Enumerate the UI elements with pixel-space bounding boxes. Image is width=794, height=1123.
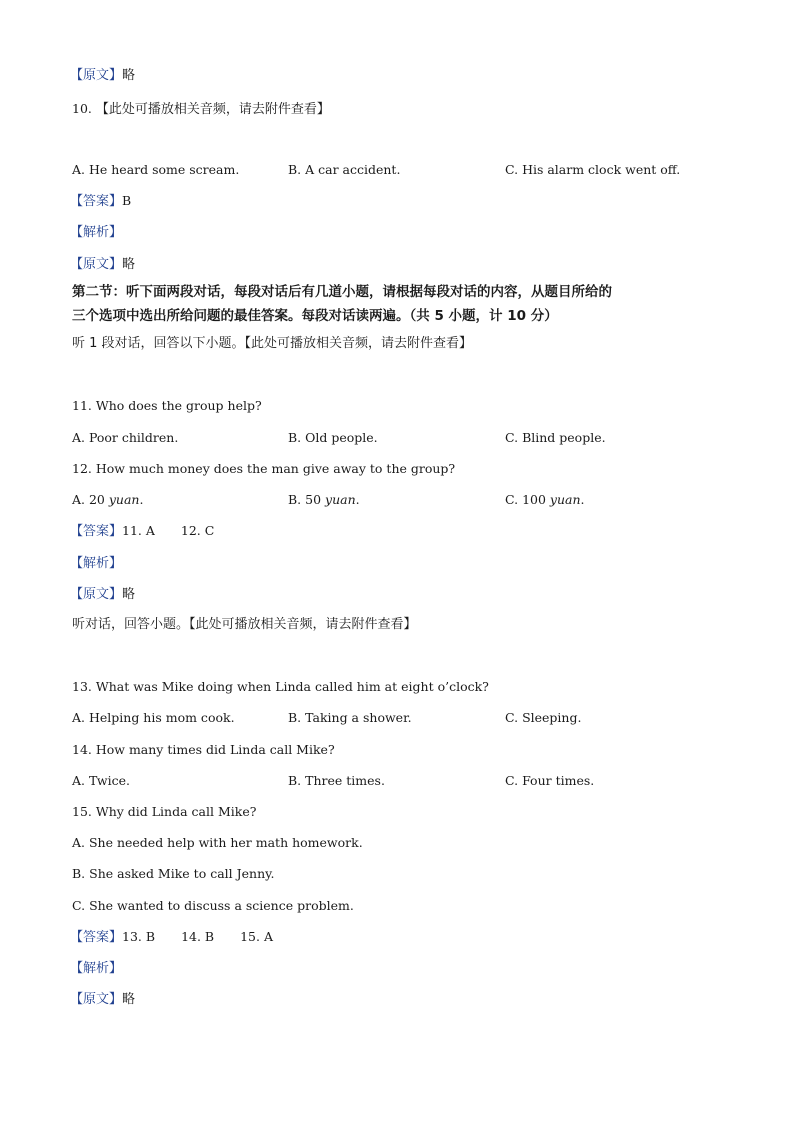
- option-c: C. She wanted to discuss a science problem.: [72, 898, 354, 913]
- option-b: B. Taking a shower.: [288, 710, 412, 725]
- original-label: 【原文】: [70, 257, 123, 272]
- original-text: 略: [122, 992, 136, 1007]
- period: .: [355, 492, 360, 507]
- answer-line: [72, 193, 131, 210]
- analysis-label: 【解析】: [70, 556, 123, 571]
- question-11: 11. Who does the group help?: [72, 398, 262, 413]
- period: .: [139, 492, 144, 507]
- answer-label: 【答案】: [70, 524, 123, 539]
- option-a: A. She needed help with her math homework.: [72, 835, 363, 850]
- option-a: A. Helping his mom cook.: [72, 710, 235, 725]
- option-a: A. He heard some scream.: [72, 162, 240, 177]
- option-label: A. 20: [72, 492, 109, 507]
- answer-line: [72, 523, 214, 540]
- answer-13: 13. B: [122, 929, 156, 944]
- option-c: C. Blind people.: [505, 430, 606, 445]
- original-text: 略: [122, 257, 136, 272]
- option-a: [72, 492, 143, 508]
- option-c: C. Sleeping.: [505, 710, 582, 725]
- answer-12: 12. C: [180, 523, 215, 538]
- original-text-line: [72, 991, 135, 1008]
- answer-label: 【答案】: [70, 194, 123, 209]
- question-10: [72, 101, 330, 118]
- currency-unit: yuan: [325, 492, 356, 507]
- option-a: A. Poor children.: [72, 430, 179, 445]
- original-label: 【原文】: [70, 68, 123, 83]
- option-b: B. Old people.: [288, 430, 378, 445]
- question-14: 14. How many times did Linda call Mike?: [72, 742, 335, 757]
- option-b: B. Three times.: [288, 773, 385, 788]
- answer-15: 15. A: [240, 929, 273, 944]
- analysis-line: [72, 960, 122, 977]
- question-15: 15. Why did Linda call Mike?: [72, 804, 257, 819]
- original-text: 略: [122, 68, 136, 83]
- answer-14: 14. B: [181, 929, 215, 944]
- answer-11: 11. A: [122, 523, 155, 538]
- option-label: B. 50: [288, 492, 326, 507]
- section-heading-line-1: 第二节：听下面两段对话，每段对话后有几道小题，请根据每段对话的内容，从题目所给的: [72, 284, 612, 300]
- original-text: 略: [122, 587, 136, 602]
- option-b: [288, 492, 360, 508]
- question-13: 13. What was Mike doing when Linda called him at eight o’clock?: [72, 679, 489, 694]
- analysis-line: [72, 555, 122, 572]
- question-number: 10.: [72, 101, 92, 116]
- original-label: 【原文】: [70, 587, 123, 602]
- analysis-label: 【解析】: [70, 225, 123, 240]
- answer-label: 【答案】: [70, 930, 123, 945]
- original-label: 【原文】: [70, 992, 123, 1007]
- analysis-line: [72, 224, 122, 241]
- period: .: [580, 492, 585, 507]
- audio-note: 【此处可播放相关音频，请去附件查看】: [95, 102, 330, 117]
- original-text-line: [72, 67, 135, 84]
- option-b: B. She asked Mike to call Jenny.: [72, 866, 275, 881]
- dialog-intro: 听对话，回答小题。【此处可播放相关音频，请去附件查看】: [72, 617, 417, 632]
- currency-unit: yuan: [108, 492, 140, 507]
- answer-text: B: [122, 193, 132, 208]
- option-a: A. Twice.: [72, 773, 130, 788]
- original-text-line: [72, 586, 135, 603]
- option-b: B. A car accident.: [288, 162, 401, 177]
- option-c: C. Four times.: [505, 773, 595, 788]
- option-label: C. 100: [505, 492, 550, 507]
- question-12: 12. How much money does the man give away to the group?: [72, 461, 456, 476]
- original-text-line: [72, 256, 135, 273]
- section-heading-line-2: 三个选项中选出所给问题的最佳答案。每段对话读两遍。（共 5 小题，计 10 分）: [72, 308, 558, 324]
- currency-unit: yuan: [549, 492, 581, 507]
- analysis-label: 【解析】: [70, 961, 123, 976]
- option-c: C. His alarm clock went off.: [505, 162, 681, 177]
- option-c: [505, 492, 585, 508]
- dialog-intro: 听 1 段对话，回答以下小题。【此处可播放相关音频，请去附件查看】: [72, 336, 473, 351]
- answer-line: [72, 929, 273, 946]
